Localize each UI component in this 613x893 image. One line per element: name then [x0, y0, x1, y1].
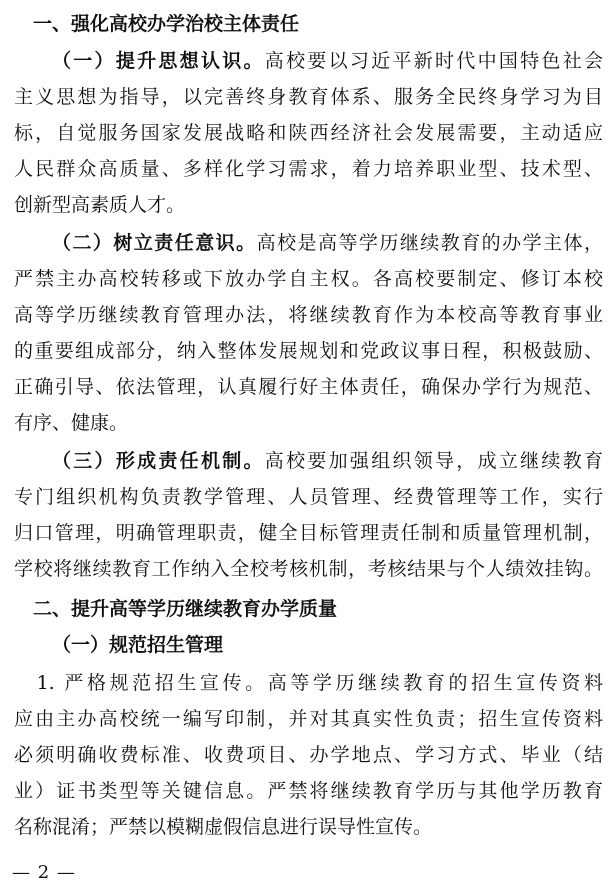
paragraph-text: 高校要加强组织领导，成立继续教育: [264, 450, 603, 472]
text-line: 业）证书类型等关键信息。严禁将继续教育学历与其他学历教育: [14, 780, 603, 802]
text-line: 主义思想为指导，以完善终身教育体系、服务全民终身学习为目: [14, 86, 603, 108]
subsection-heading: （三）形成责任机制。: [52, 450, 265, 472]
text-line: 必须明确收费标准、收费项目、办学地点、学习方式、毕业（结: [14, 744, 603, 766]
text-line: [52, 225, 603, 261]
text-line: 正确引导、依法管理，认真履行好主体责任，确保办学行为规范、: [14, 376, 603, 398]
text-line: 高等学历继续教育管理办法，将继续教育作为本校高等教育事业: [14, 304, 603, 326]
text-line: [52, 43, 603, 79]
text-line: 的重要组成部分，纳入整体发展规划和党政议事日程，积极鼓励、: [14, 340, 603, 362]
text-line: 应由主办高校统一编写印制，并对其真实性负责；招生宣传资料: [14, 708, 603, 730]
section-heading: 一、强化高校办学治校主体责任: [14, 13, 300, 35]
text-line: 专门组织机构负责教学管理、人员管理、经费管理等工作，实行: [14, 486, 603, 508]
text-line: 有序、健康。: [14, 412, 129, 434]
subsection-heading: （一）提升思想认识。: [52, 50, 265, 72]
text-line: 标，自觉服务国家发展战略和陕西经济社会发展需要，主动适应: [14, 122, 603, 144]
text-line: 1. 严格规范招生宣传。高等学历继续教育的招生宣传资料: [14, 672, 603, 694]
paragraph-text: 高校是高等学历继续教育的办学主体，: [256, 232, 603, 254]
subsection-heading: （二）树立责任意识。: [52, 232, 257, 254]
text-line: 人民群众高质量、多样化学习需求，着力培养职业型、技术型、: [14, 158, 603, 180]
paragraph-text: 高校要以习近平新时代中国特色社会: [264, 50, 603, 72]
text-line: [52, 627, 603, 663]
text-line: 归口管理，明确管理职责，健全目标管理责任制和质量管理机制，: [14, 522, 603, 544]
subsection-heading: （一）规范招生管理: [52, 634, 224, 656]
text-line: 严禁主办高校转移或下放办学自主权。各高校要制定、修订本校: [14, 268, 603, 290]
text-line: [52, 443, 603, 479]
text-line: 学校将继续教育工作纳入全校考核机制，考核结果与个人绩效挂钩。: [14, 558, 603, 580]
text-line: 名称混淆；严禁以模糊虚假信息进行误导性宣传。: [14, 816, 433, 838]
section-heading: 二、提升高等学历继续教育办学质量: [14, 598, 338, 620]
text-line: 创新型高素质人才。: [14, 194, 186, 216]
page-number: — 2 —: [12, 862, 76, 883]
